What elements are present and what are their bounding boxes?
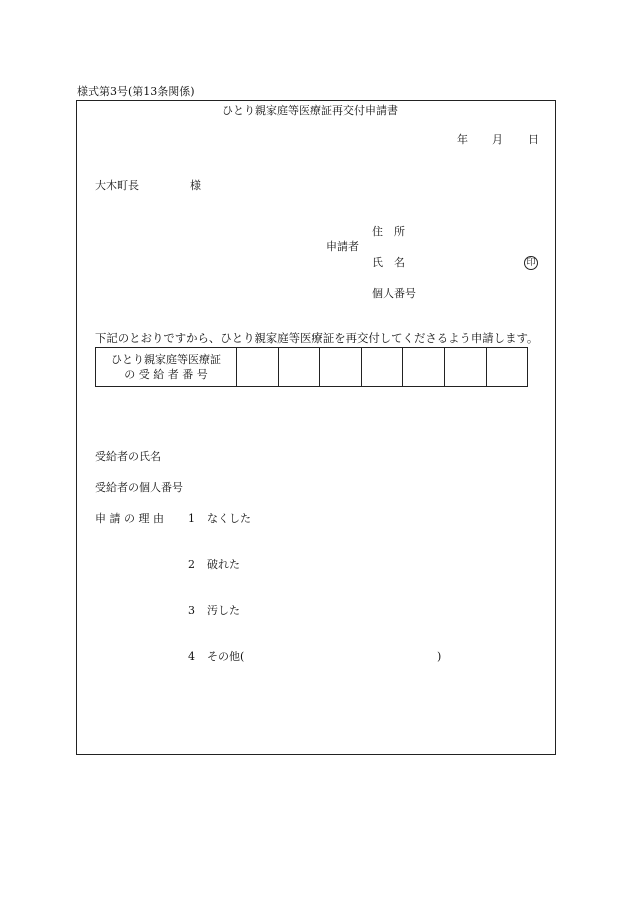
- reason-number-2: 2: [188, 558, 195, 571]
- recipient-digit-cell-5[interactable]: [403, 348, 445, 387]
- recipient-id-label: 受給者の個人番号: [95, 481, 183, 494]
- reason-text-soiled: 汚した: [207, 604, 240, 617]
- seal-mark: 印: [524, 256, 538, 270]
- date-day-label: 日: [528, 133, 539, 146]
- recipient-digit-cell-7[interactable]: [486, 348, 528, 387]
- reason-number-4: 4: [188, 650, 195, 663]
- recipient-digit-cell-6[interactable]: [444, 348, 486, 387]
- date-year-label: 年: [457, 133, 468, 146]
- applicant-id-label: 個人番号: [372, 287, 416, 300]
- recipient-digit-cell-4[interactable]: [361, 348, 403, 387]
- reason-text-other: その他(: [207, 650, 245, 663]
- recipient-number-table: [95, 347, 528, 387]
- recipient-number-label-line1: ひとり親家庭等医療証: [111, 353, 221, 366]
- recipient-name-label: 受給者の氏名: [95, 450, 161, 463]
- applicant-label: 申請者: [326, 240, 359, 253]
- reason-label: 申 請 の 理 由: [95, 512, 164, 525]
- addressee-honorific: 様: [190, 179, 201, 192]
- recipient-number-label: [96, 348, 237, 387]
- form-title: ひとり親家庭等医療証再交付申請書: [222, 104, 398, 117]
- recipient-digit-cell-2[interactable]: [278, 348, 320, 387]
- form-number: 様式第3号(第13条関係): [77, 85, 195, 98]
- reason-number-3: 3: [188, 604, 195, 617]
- recipient-digit-cell-1[interactable]: [237, 348, 279, 387]
- form-frame: [76, 100, 556, 755]
- recipient-number-label-line2: の 受 給 者 番 号: [124, 368, 208, 381]
- reason-other-close-paren: ): [437, 650, 442, 663]
- reason-text-lost: なくした: [207, 512, 251, 525]
- date-month-label: 月: [492, 133, 503, 146]
- addressee-name: 大木町長: [95, 179, 139, 192]
- reason-text-torn: 破れた: [207, 558, 240, 571]
- recipient-digit-cell-3[interactable]: [320, 348, 362, 387]
- statement-text: 下記のとおりですから、ひとり親家庭等医療証を再交付してくださるよう申請します。: [95, 331, 539, 345]
- applicant-address-label: 住 所: [372, 225, 405, 238]
- reason-number-1: 1: [188, 512, 195, 525]
- applicant-name-label: 氏 名: [372, 256, 405, 269]
